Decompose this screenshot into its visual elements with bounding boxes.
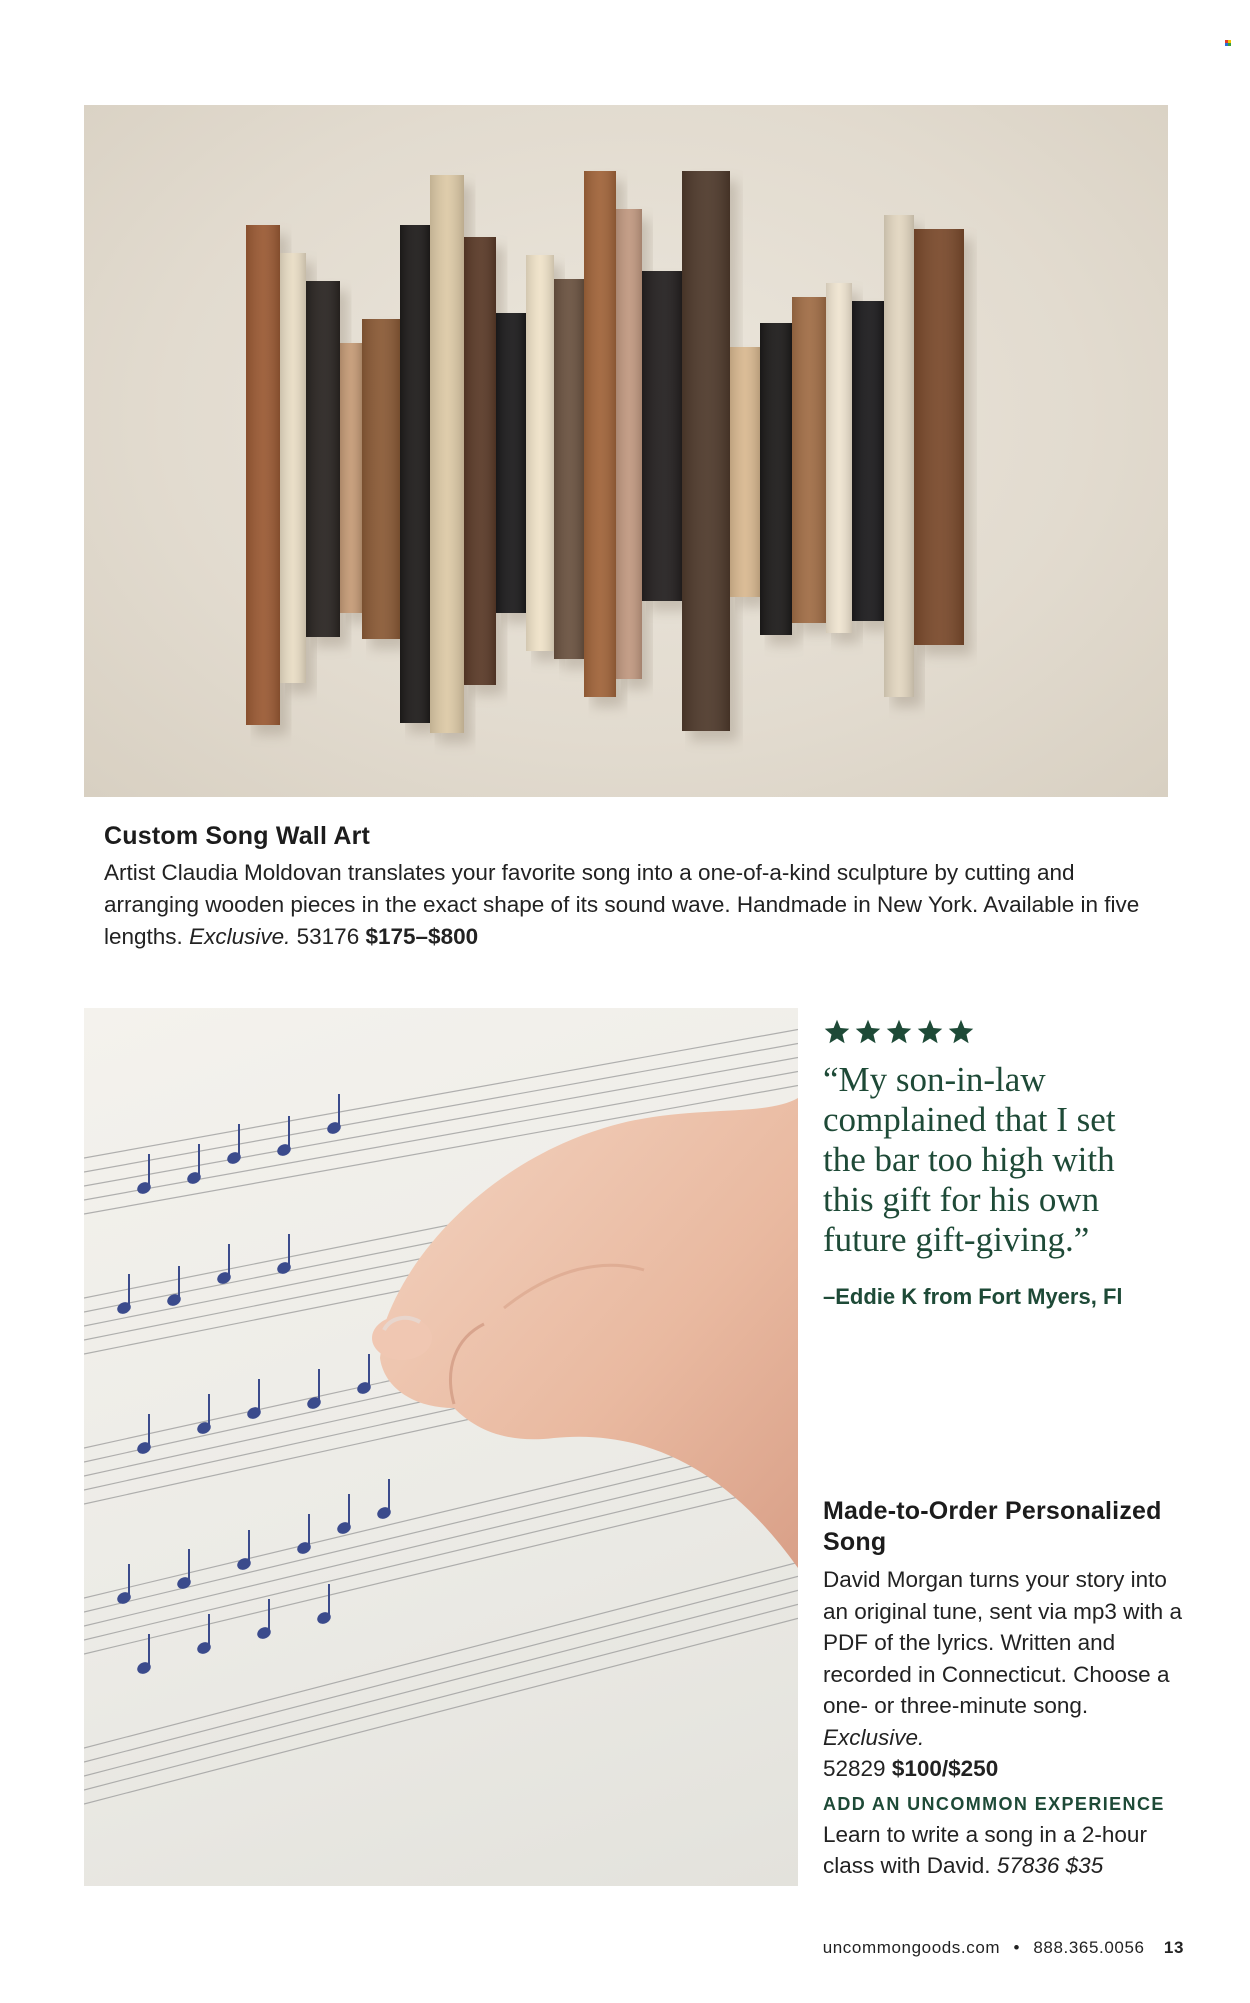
star-icon: [916, 1018, 944, 1046]
addon-text: Learn to write a song in a 2-hour class with David.: [823, 1821, 1147, 1878]
star-icon: [885, 1018, 913, 1046]
color-registration-mark: [1225, 40, 1235, 48]
addon-item-number: 57836: [996, 1853, 1060, 1878]
description-text: Artist Claudia Moldovan translates your favorite song into a one-of-a-kind sculpture by cutting and arranging wooden pieces in the exact shape of its sound wave. Handmade in New York. Available in five lengths.: [104, 860, 1140, 949]
product-description: [823, 1564, 1183, 1785]
item-number: 52829: [823, 1756, 886, 1781]
star-icon: [854, 1018, 882, 1046]
sheet-music-photo: [84, 1008, 798, 1886]
personalized-song-product: [823, 1496, 1183, 1882]
item-number: 53176: [296, 924, 360, 949]
footer-phone: 888.365.0056: [1033, 1938, 1145, 1957]
reviewer-name: –Eddie K from Fort Myers, Fl: [823, 1284, 1123, 1309]
product-title: Made-to-Order Personalized Song: [823, 1497, 1162, 1556]
star-icon: [947, 1018, 975, 1046]
product-title: Custom Song Wall Art: [104, 822, 371, 850]
description-text: David Morgan turns your story into an original tune, sent via mp3 with a PDF of the lyrics. Written and recorded in Connecticut. Choose a one- or three-minute song.: [823, 1567, 1182, 1718]
product-description: [104, 857, 1164, 953]
page-footer: [823, 1938, 1184, 1958]
addon-price: $35: [1065, 1853, 1104, 1878]
sheet-music-illustration: [84, 1008, 798, 1886]
star-rating: [823, 1018, 1163, 1046]
price: $175–$800: [365, 924, 479, 949]
review-quote: “My son-in-law complained that I set the bar too high with this gift for his own future gift-giving.”: [823, 1060, 1116, 1259]
addon-description: [823, 1819, 1183, 1882]
wood-sculpture-illustration: [84, 105, 1168, 797]
custom-song-wall-art-product: [104, 822, 1164, 953]
wall-art-photo: [84, 105, 1168, 797]
price: $100/$250: [891, 1756, 999, 1781]
footer-separator: •: [1013, 1938, 1021, 1957]
page-number: 13: [1163, 1938, 1184, 1957]
customer-review: [823, 1018, 1163, 1310]
addon-experience-label: ADD AN UNCOMMON EXPERIENCE: [823, 1793, 1165, 1814]
footer-website: uncommongoods.com: [822, 1938, 1001, 1957]
exclusive-label: Exclusive.: [823, 1724, 925, 1750]
star-icon: [823, 1018, 851, 1046]
exclusive-label: Exclusive.: [189, 924, 291, 949]
